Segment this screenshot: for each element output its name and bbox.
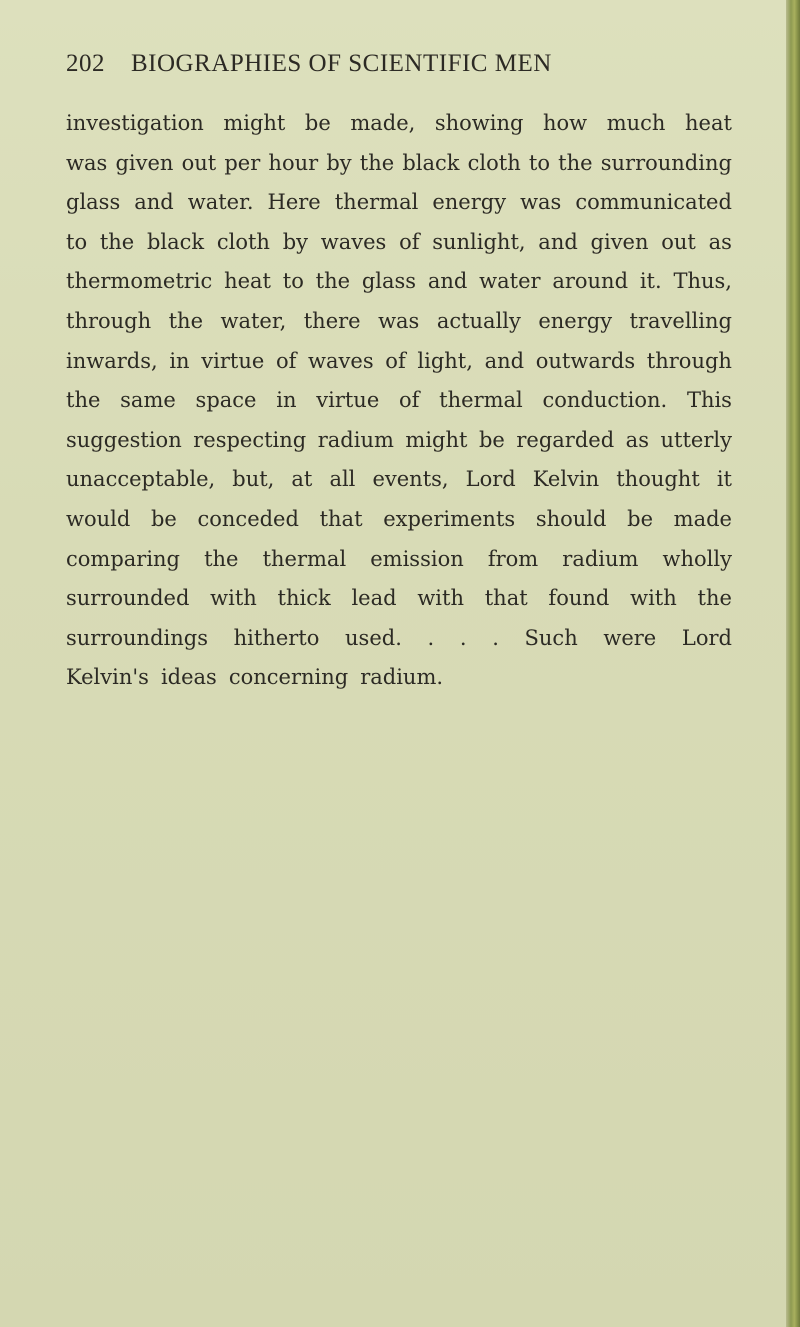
page-edge xyxy=(786,0,800,1327)
text-line: unacceptable, but, at all events, Lord Kelvin thought it xyxy=(66,467,732,492)
body-paragraph xyxy=(66,104,732,698)
text-line: the same space in virtue of thermal conduction. This xyxy=(66,388,732,413)
text-line: suggestion respecting radium might be regarded as utterly xyxy=(66,427,732,452)
text-line: glass and water. Here thermal energy was communicated xyxy=(66,190,732,215)
text-line: investigation might be made, showing how much heat xyxy=(66,111,732,135)
text-line: was given out per hour by the black cloth to the surrounding xyxy=(66,150,732,175)
text-line: would be conceded that experiments should be made xyxy=(66,506,732,531)
page-number: 202 xyxy=(66,50,105,77)
text-line: Kelvin's ideas concerning radium. xyxy=(66,665,444,690)
text-line: thermometric heat to the glass and water around it. Thus, xyxy=(66,269,732,294)
text-line: surrounded with thick lead with that found with the xyxy=(66,586,732,611)
text-line: through the water, there was actually energy travelling xyxy=(66,308,732,333)
running-title: BIOGRAPHIES OF SCIENTIFIC MEN xyxy=(131,50,552,77)
text-line: comparing the thermal emission from radium wholly xyxy=(66,546,732,571)
text-line: to the black cloth by waves of sunlight, and given out as xyxy=(66,229,732,254)
text-line: surroundings hitherto used. . . . Such were Lord xyxy=(66,625,732,650)
running-header xyxy=(66,50,552,78)
text-line: inwards, in virtue of waves of light, and outwards through xyxy=(66,348,732,373)
